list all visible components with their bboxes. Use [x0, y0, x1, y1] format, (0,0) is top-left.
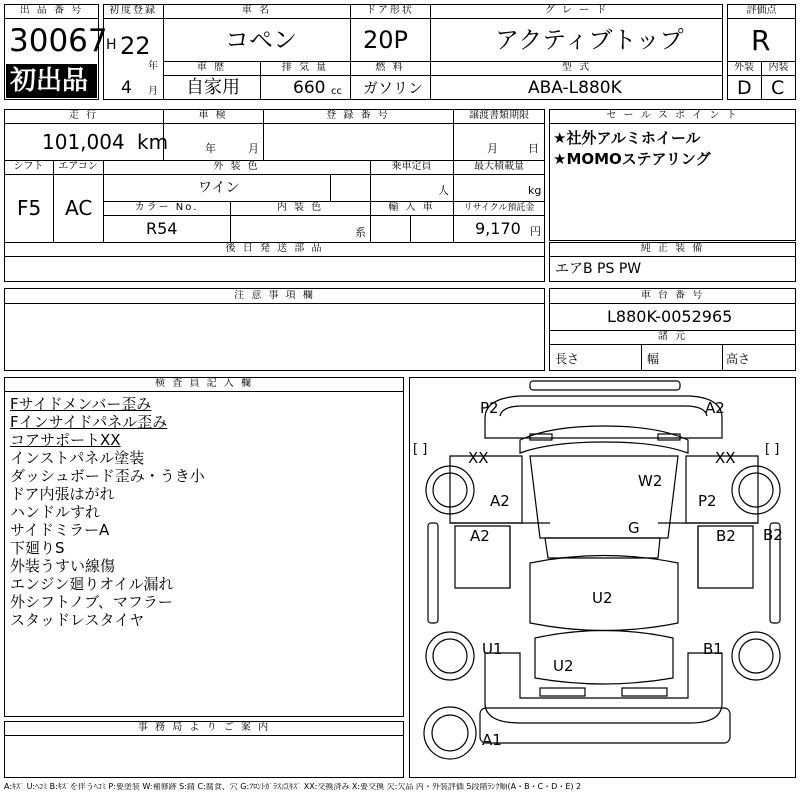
grade-header: グ レ ー ド [544, 5, 609, 16]
capacity-unit: 人 [438, 184, 449, 197]
inspector-line: 下廻りS [10, 539, 65, 557]
mark-a2-left-door: A2 [490, 492, 510, 510]
inspector-line: 外シフトノブ、マフラー [10, 593, 173, 611]
fuel: ガソリン [363, 79, 424, 97]
inspection-header: 車 検 [198, 110, 228, 121]
door-header: ドア形状 [366, 5, 414, 16]
load-header: 最大積載量 [474, 161, 524, 172]
color-header: 外 装 色 [213, 161, 260, 172]
mark-xx-right: XX [715, 449, 736, 467]
inspection-month-unit: 月 [248, 142, 259, 155]
interior-color-suffix: 系 [355, 226, 366, 239]
wheel-rear-left [426, 632, 474, 680]
inspector-line: 外装うすい線傷 [10, 557, 116, 575]
width-label: 幅 [647, 352, 660, 366]
ac-header: エアコン [58, 161, 98, 172]
wheel-rear-right [732, 632, 780, 680]
front-body [485, 396, 722, 438]
sales-point-1: ★社外アルミホイール [553, 129, 701, 147]
mileage-header: 走 行 [68, 110, 99, 121]
first-reg-header: 初度登録 [109, 5, 157, 16]
displacement: 660 [293, 78, 326, 98]
chassis-number: L880K-0052965 [607, 307, 733, 326]
score: R [751, 24, 771, 57]
front-inner-line [500, 406, 707, 416]
import-header: 輸 入 車 [388, 202, 435, 213]
grade: アクティブトップ [495, 26, 684, 54]
reg-year: 22 [120, 32, 151, 60]
color: ワイン [198, 180, 240, 196]
score-header: 評価点 [746, 5, 777, 16]
office-header: 事 務 局 よ り ご 案 内 [137, 722, 271, 733]
interior-color-header: 内 装 色 [276, 202, 324, 213]
capacity-header: 乗車定員 [391, 161, 432, 172]
inspector-line: サイドミラーA [10, 521, 110, 539]
inspection-year-unit: 年 [205, 142, 216, 155]
height-label: 高さ [726, 352, 751, 366]
mark-a1: A1 [482, 731, 502, 749]
month-unit: 月 [148, 86, 158, 97]
bracket-right: [ ] [765, 442, 780, 457]
reg-no-header: 登 録 番 号 [326, 110, 390, 121]
later-parts-header: 後 日 発 送 部 品 [225, 243, 324, 254]
rear-light-right [622, 688, 667, 696]
mileage: 101,004 [42, 130, 125, 154]
mark-u1: U1 [482, 640, 503, 658]
door-type: 20P [363, 26, 409, 54]
wheel-front-right [732, 466, 780, 514]
interior-grade: C [771, 77, 785, 99]
mileage-unit: km [137, 130, 169, 154]
fuel-header: 燃 料 [375, 62, 405, 73]
mark-b2-edge: B2 [763, 526, 783, 544]
transfer-header: 譲渡書類期限 [469, 110, 529, 121]
sales-point-2: ★MOMOステアリング [553, 150, 711, 168]
rear-body [485, 653, 722, 723]
equipment-value: エアB PS PW [555, 261, 642, 277]
inspector-line: Fサイドメンバー歪み [10, 395, 152, 413]
mark-a2-top: A2 [705, 399, 725, 417]
inspector-line: ハンドルすれ [10, 503, 101, 521]
model: ABA-L880K [528, 78, 622, 98]
color-no: R54 [146, 219, 178, 238]
exterior-grade: D [737, 77, 752, 99]
mark-b1: B1 [703, 640, 723, 658]
transfer-month-unit: 月 [487, 142, 498, 155]
notes-header: 注 意 事 項 欄 [234, 290, 315, 301]
legend-footer: A:ｷｽﾞ U:ﾍｺﾐ B:ｷｽﾞを伴うﾍｺﾐ P:要塗装 W:補修跡 S:錆 C:腐食、穴 G:ﾌﾛﾝﾄｶﾞﾗｽ点ｷｽﾞ XX:交換済み X:要交換 欠:欠品 内・外装評価 5段階ﾗﾝｸ順(A・B・C・D・E) 2 [4, 783, 582, 791]
mark-p2-right-door: P2 [698, 492, 717, 510]
color-no-header: カラー No. [134, 202, 199, 213]
lot-number-header: 出 品 番 号 [19, 5, 84, 16]
inspector-lines [0, 395, 404, 715]
inspector-line: ダッシュボード歪み・うき小 [10, 467, 205, 485]
history-header: 車 歴 [196, 62, 227, 73]
left-side-panel [428, 523, 438, 623]
ac: AC [65, 196, 93, 220]
chassis-header: 車 台 番 号 [640, 290, 705, 301]
shift-header: シフト [13, 161, 44, 172]
inspector-line: エンジン廻りオイル漏れ [10, 575, 174, 593]
recycle-header: リサイクル預託金 [463, 203, 535, 213]
mark-g: G [628, 519, 640, 537]
inspector-line: スタッドレスタイヤ [10, 611, 145, 629]
spec-header: 諸 元 [657, 331, 688, 342]
car-name-header: 車 名 [241, 5, 272, 16]
inspector-line: インストパネル塗装 [10, 449, 145, 467]
length-label: 長さ [555, 352, 580, 366]
history: 自家用 [186, 77, 240, 98]
mark-p2-top: P2 [480, 399, 499, 417]
recycle-amount: 9,170 [475, 219, 521, 238]
car-name: コペン [225, 26, 297, 54]
mark-a2-left-rear: A2 [470, 527, 490, 545]
rear-bumper [480, 708, 730, 743]
inspector-line: コアサポートXX [10, 431, 121, 449]
car-diagram [409, 377, 796, 778]
model-header: 型 式 [561, 62, 592, 73]
first-listing-label: 初出品 [10, 66, 89, 96]
mark-u2-center: U2 [592, 589, 613, 607]
reg-month: 4 [121, 78, 132, 98]
rear-light-left [540, 688, 585, 696]
car-diagram-svg [410, 378, 797, 779]
inspector-header: 検 査 員 記 入 欄 [155, 378, 253, 389]
equipment-header: 純 正 装 備 [640, 243, 705, 254]
mark-w2: W2 [638, 472, 663, 490]
shift: F5 [17, 196, 42, 220]
transfer-day-unit: 日 [528, 142, 539, 155]
exterior-header: 外装 [734, 62, 754, 73]
spare-wheel [424, 707, 476, 759]
mark-xx-left: XX [468, 449, 489, 467]
era-label: H [106, 37, 117, 53]
load-unit: kg [528, 184, 542, 197]
mark-b2-right: B2 [716, 527, 736, 545]
inspector-line: ドア内張はがれ [10, 485, 115, 503]
front-bumper [530, 381, 680, 390]
cabin-top [530, 456, 678, 538]
displacement-header: 排 気 量 [281, 62, 329, 73]
year-unit: 年 [148, 61, 158, 72]
interior-header: 内装 [768, 62, 789, 73]
bracket-left: [ ] [413, 442, 428, 457]
mark-u2-rear: U2 [553, 657, 574, 675]
recycle-unit: 円 [530, 225, 541, 238]
sales-header: セ ー ル ス ポ イ ン ト [606, 110, 739, 121]
inspector-line: Fインサイドパネル歪み [10, 413, 168, 431]
lot-number: 30067 [9, 23, 108, 59]
displacement-unit: cc [331, 86, 342, 97]
